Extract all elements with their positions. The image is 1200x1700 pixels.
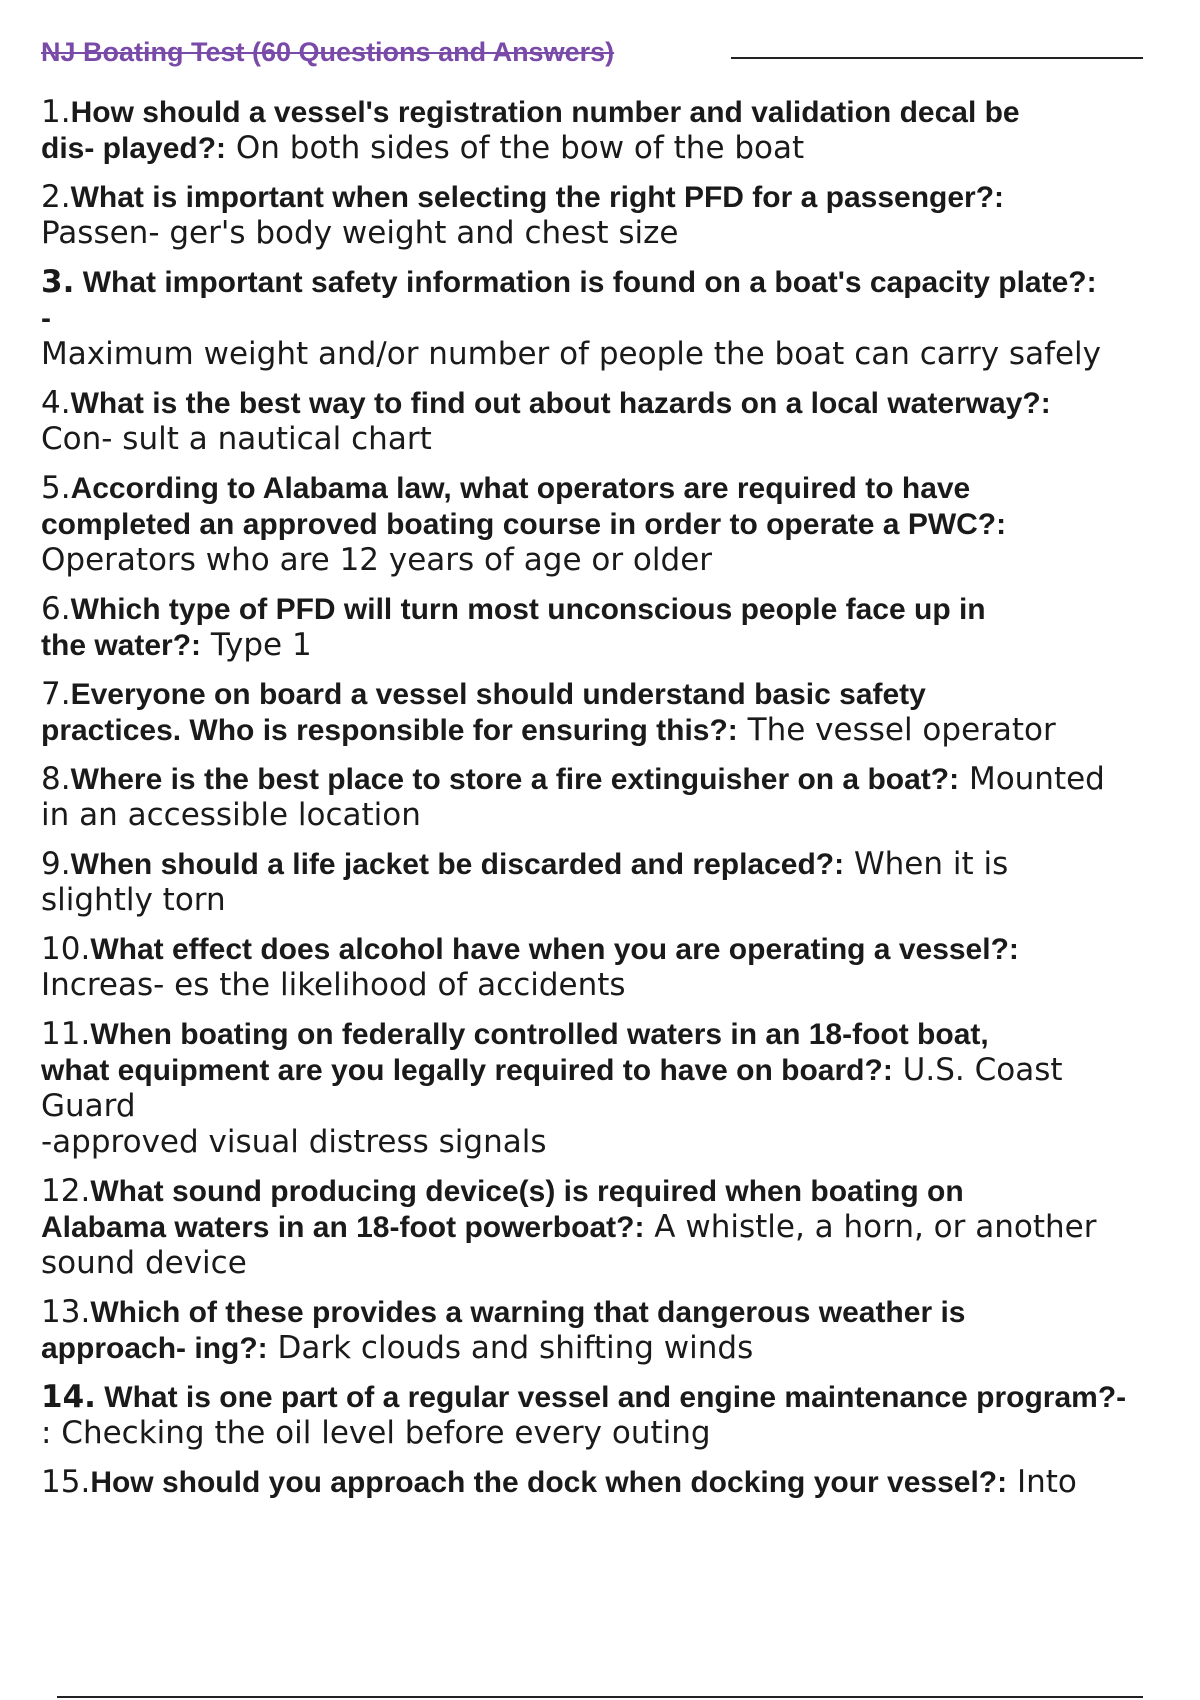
question-text: When boating on federally controlled waters in an 18-foot boat,: [90, 1018, 989, 1051]
question-line: [41, 676, 1191, 712]
question-text: approach- ing?:: [41, 1332, 268, 1365]
answer-text: When it is: [844, 846, 1009, 882]
question-item: [41, 1016, 1191, 1160]
question-item: [41, 1379, 1191, 1451]
question-item: [41, 94, 1191, 166]
question-line: [41, 1124, 1191, 1160]
answer-text: Maximum weight and/or number of people the boat can carry safely: [41, 336, 1102, 372]
question-line: [41, 130, 1191, 166]
answer-text: Guard: [41, 1088, 136, 1124]
question-item: [41, 1294, 1191, 1366]
answer-text: : Checking the oil level before every outing: [41, 1415, 711, 1451]
answer-text: in an accessible location: [41, 797, 421, 833]
question-item: [41, 676, 1191, 748]
question-item: [41, 264, 1191, 372]
question-line: [41, 179, 1191, 215]
answer-text: Operators who are 12 years of age or older: [41, 542, 713, 578]
question-item: [41, 1464, 1191, 1500]
answer-text: A whistle, a horn, or another: [644, 1209, 1097, 1245]
question-item: [41, 1173, 1191, 1281]
question-text: According to Alabama law, what operators are required to have: [70, 472, 971, 505]
question-number: 8.: [41, 761, 71, 797]
question-number: 14.: [41, 1379, 96, 1415]
question-line: [41, 421, 1191, 457]
question-number: 10.: [41, 931, 91, 967]
question-item: [41, 931, 1191, 1003]
question-text: Where is the best place to store a fire extinguisher on a boat?:: [70, 763, 960, 796]
question-line: [41, 300, 1191, 336]
footer-rule: [57, 1696, 1143, 1698]
question-number: 3.: [41, 264, 75, 300]
question-item: [41, 591, 1191, 663]
question-number: 7.: [41, 676, 71, 712]
question-text: Alabama waters in an 18-foot powerboat?:: [41, 1211, 645, 1244]
question-text: What important safety information is found on a boat's capacity plate?:: [74, 266, 1097, 299]
answer-text: Mounted: [959, 761, 1105, 797]
question-number: 4.: [41, 385, 71, 421]
question-line: [41, 1464, 1191, 1500]
question-line: [41, 542, 1191, 578]
answer-text: sound device: [41, 1245, 247, 1281]
question-number: 1.: [41, 94, 71, 130]
question-line: [41, 470, 1191, 506]
question-number: 5.: [41, 470, 71, 506]
question-number: 9.: [41, 846, 71, 882]
question-item: [41, 846, 1191, 918]
question-text: the water?:: [41, 629, 202, 662]
question-line: [41, 1052, 1191, 1088]
document-title: NJ Boating Test (60 Questions and Answers): [41, 37, 615, 67]
answer-text: The vessel operator: [737, 712, 1056, 748]
question-text: Everyone on board a vessel should understand basic safety: [70, 678, 926, 711]
question-line: [41, 385, 1191, 421]
title-rule: [731, 57, 1143, 59]
question-line: [41, 846, 1191, 882]
question-line: [41, 506, 1191, 542]
question-text: What is the best way to find out about hazards on a local waterway?:: [70, 387, 1051, 420]
question-text: dis- played?:: [41, 132, 227, 165]
question-line: [41, 1173, 1191, 1209]
question-line: [41, 1209, 1191, 1245]
question-text: What is one part of a regular vessel and engine maintenance program?-: [95, 1381, 1127, 1414]
question-line: [41, 761, 1191, 797]
answer-text: Type 1: [201, 627, 312, 663]
question-line: [41, 627, 1191, 663]
question-line: [41, 931, 1191, 967]
question-text: What effect does alcohol have when you are operating a vessel?:: [90, 933, 1019, 966]
question-text: -: [41, 302, 51, 335]
answer-text: U.S. Coast: [892, 1052, 1063, 1088]
question-item: [41, 761, 1191, 833]
question-number: 13.: [41, 1294, 91, 1330]
question-text: Which type of PFD will turn most unconscious people face up in: [70, 593, 986, 626]
question-text: What is important when selecting the right PFD for a passenger?:: [70, 181, 1005, 214]
question-line: [41, 1016, 1191, 1052]
title-row: [41, 32, 1143, 72]
question-number: 12.: [41, 1173, 91, 1209]
question-list: [41, 94, 1191, 1513]
question-line: [41, 1330, 1191, 1366]
answer-text: slightly torn: [41, 882, 226, 918]
answer-text: Dark clouds and shifting winds: [267, 1330, 754, 1366]
question-line: [41, 264, 1191, 300]
question-line: [41, 1379, 1191, 1415]
question-line: [41, 94, 1191, 130]
question-line: [41, 1415, 1191, 1451]
question-text: When should a life jacket be discarded and replaced?:: [70, 848, 845, 881]
answer-text: Con- sult a nautical chart: [41, 421, 432, 457]
question-line: [41, 882, 1191, 918]
question-item: [41, 385, 1191, 457]
question-line: [41, 591, 1191, 627]
question-line: [41, 712, 1191, 748]
question-line: [41, 215, 1191, 251]
answer-text: Into: [1007, 1464, 1077, 1500]
question-text: completed an approved boating course in order to operate a PWC?:: [41, 508, 1007, 541]
question-line: [41, 1294, 1191, 1330]
question-text: What sound producing device(s) is required when boating on: [90, 1175, 964, 1208]
question-line: [41, 336, 1191, 372]
answer-text: -approved visual distress signals: [41, 1124, 547, 1160]
question-number: 2.: [41, 179, 71, 215]
question-item: [41, 179, 1191, 251]
question-number: 11.: [41, 1016, 91, 1052]
question-line: [41, 797, 1191, 833]
question-number: 6.: [41, 591, 71, 627]
question-item: [41, 470, 1191, 578]
question-text: what equipment are you legally required to have on board?:: [41, 1054, 893, 1087]
answer-text: Passen- ger's body weight and chest size: [41, 215, 679, 251]
answer-text: On both sides of the bow of the boat: [226, 130, 805, 166]
question-text: Which of these provides a warning that dangerous weather is: [90, 1296, 966, 1329]
question-line: [41, 1245, 1191, 1281]
question-number: 15.: [41, 1464, 91, 1500]
question-line: [41, 967, 1191, 1003]
answer-text: Increas- es the likelihood of accidents: [41, 967, 626, 1003]
question-text: practices. Who is responsible for ensuring this?:: [41, 714, 738, 747]
question-text: How should a vessel's registration number and validation decal be: [70, 96, 1020, 129]
question-text: How should you approach the dock when docking your vessel?:: [90, 1466, 1008, 1499]
question-line: [41, 1088, 1191, 1124]
